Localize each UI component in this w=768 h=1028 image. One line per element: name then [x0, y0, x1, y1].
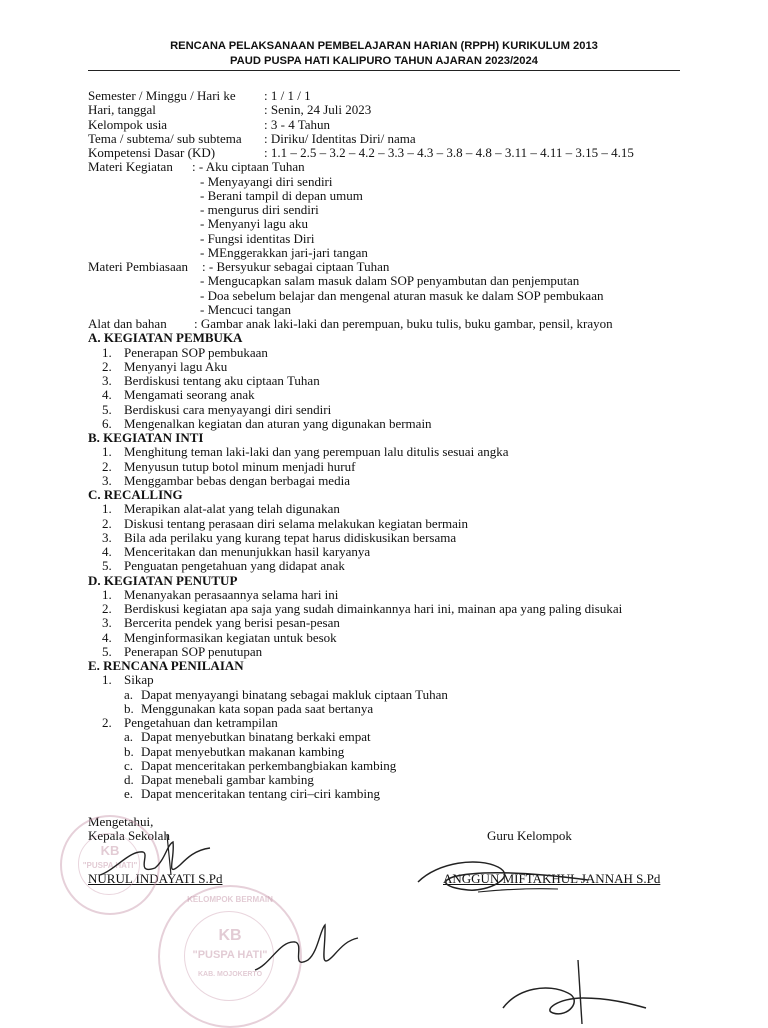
- materi-kegiatan-item: - Berani tampil di depan umum: [200, 187, 363, 203]
- materi-pembiasaan-item: : - Bersyukur sebagai ciptaan Tuhan: [202, 259, 390, 274]
- list-number: 4.: [102, 387, 112, 403]
- stamp-name: "PUSPA HATI": [192, 949, 268, 961]
- list-number: 1.: [102, 501, 112, 517]
- assessment-item: Dapat menyebutkan makanan kambing: [141, 743, 345, 759]
- list-number: 5.: [102, 558, 112, 574]
- list-number: 3.: [102, 529, 112, 545]
- assessment-group: Sikap: [124, 672, 154, 688]
- info-label: Semester / Minggu / Hari ke: [88, 88, 236, 103]
- list-item: Mengenalkan kegiatan dan aturan yang digunakan bermain: [124, 415, 432, 431]
- assessment-item: Dapat menebali gambar kambing: [141, 772, 314, 787]
- materi-kegiatan-item: : - Aku ciptaan Tuhan: [192, 159, 305, 175]
- list-number: 3.: [102, 615, 112, 631]
- list-item: Menanyakan perasaannya selama hari ini: [124, 586, 339, 602]
- list-item: Menghitung teman laki-laki dan yang perempuan lalu ditulis sesuai angka: [124, 444, 509, 460]
- list-item: Berdiskusi kegiatan apa saja yang sudah dimainkannya hari ini, mainan apa yang paling disukai: [124, 601, 623, 616]
- list-letter: a.: [124, 686, 134, 702]
- list-number: 3.: [102, 373, 112, 388]
- stamp-bottom-text: KAB. MOJOKERTO: [197, 971, 263, 978]
- list-item: Penerapan SOP pembukaan: [124, 344, 268, 360]
- signature-kepala: [250, 910, 360, 990]
- materi-pembiasaan-item: - Doa sebelum belajar dan mengenal aturan masuk ke dalam SOP pembukaan: [200, 287, 604, 303]
- kepala-sekolah-title: Kepala Sekolah: [88, 828, 170, 843]
- list-letter: c.: [124, 757, 134, 773]
- stamp-abbr: KB: [218, 927, 242, 944]
- list-item: Bila ada perilaku yang kurang tepat harus didiskusikan bersama: [124, 529, 457, 545]
- signature-kepala: [95, 830, 215, 890]
- info-value: : Diriku/ Identitas Diri/ nama: [264, 130, 416, 146]
- list-number: 6.: [102, 415, 112, 431]
- list-item: Menceritakan dan menunjukkan hasil karyanya: [124, 544, 371, 559]
- list-item: Penerapan SOP penutupan: [124, 643, 263, 659]
- assessment-item: Dapat menceritakan perkembangbiakan kambing: [141, 757, 397, 773]
- list-item: Menyanyi lagu Aku: [124, 358, 228, 374]
- materi-kegiatan-item: - MEnggerakkan jari-jari tangan: [200, 244, 368, 260]
- assessment-item: Dapat menyebutkan binatang berkaki empat: [141, 729, 371, 745]
- info-label: Hari, tanggal: [88, 102, 156, 118]
- info-label: Kompetensi Dasar (KD): [88, 145, 216, 160]
- list-item: Menyusun tutup botol minum menjadi huruf: [124, 458, 356, 474]
- list-item: Bercerita pendek yang berisi pesan-pesan: [124, 615, 340, 631]
- list-number: 1.: [102, 444, 112, 460]
- list-item: Merapikan alat-alat yang telah digunakan: [124, 501, 340, 517]
- materi-pembiasaan-label: Materi Pembiasaan: [88, 259, 188, 274]
- info-label: Tema / subtema/ sub subtema: [88, 130, 242, 146]
- materi-kegiatan-item: - mengurus diri sendiri: [200, 202, 319, 217]
- list-number: 1.: [102, 586, 112, 602]
- materi-kegiatan-item: - Fungsi identitas Diri: [200, 230, 315, 246]
- list-number: 2.: [102, 458, 112, 474]
- stamp-top-text: KELOMPOK BERMAIN: [187, 895, 273, 904]
- section-heading: D. KEGIATAN PENUTUP: [88, 572, 238, 588]
- stamp-abbr: KB: [100, 843, 120, 858]
- list-letter: b.: [124, 743, 134, 759]
- signature-guru: [498, 958, 648, 1028]
- assessment-item: Dapat menyayangi binatang sebagai makluk ciptaan Tuhan: [141, 686, 448, 702]
- doc-title-line2: PAUD PUSPA HATI KALIPURO TAHUN AJARAN 2023/2024: [230, 55, 538, 67]
- materi-kegiatan-label: Materi Kegiatan: [88, 159, 173, 175]
- section-heading: A. KEGIATAN PEMBUKA: [88, 330, 243, 346]
- list-item: Diskusi tentang perasaan diri selama melakukan kegiatan bermain: [124, 515, 469, 531]
- materi-pembiasaan-item: - Mencuci tangan: [200, 301, 291, 317]
- materi-pembiasaan-item: - Mengucapkan salam masuk dalam SOP penyambutan dan penjemputan: [200, 273, 580, 289]
- guru-kelompok-name: ANGGUN MIFTAKHUL JANNAH S.Pd: [443, 871, 661, 886]
- alat-bahan-label: Alat dan bahan: [88, 316, 167, 331]
- header-rule: [88, 70, 680, 71]
- list-letter: d.: [124, 772, 134, 787]
- info-value: : 1.1 – 2.5 – 3.2 – 4.2 – 3.3 – 4.3 – 3.8 – 4.8 – 3.11 – 4.11 – 3.15 – 4.15: [264, 145, 634, 160]
- info-value: : 3 - 4 Tahun: [264, 116, 331, 132]
- signature-guru: [408, 852, 608, 902]
- alat-bahan-value: : Gambar anak laki-laki dan perempuan, buku tulis, buku gambar, pensil, krayon: [194, 316, 613, 331]
- list-number: 5.: [102, 643, 112, 659]
- list-letter: e.: [124, 786, 134, 802]
- mengetahui-text: Mengetahui,: [88, 814, 154, 829]
- list-item: Mengamati seorang anak: [124, 387, 255, 403]
- list-item: Menggambar bebas dengan berbagai media: [124, 472, 350, 488]
- materi-kegiatan-item: - Menyayangi diri sendiri: [200, 173, 333, 189]
- list-letter: b.: [124, 700, 134, 716]
- list-number: 2.: [102, 358, 112, 374]
- info-value: : 1 / 1 / 1: [264, 88, 311, 103]
- list-number: 4.: [102, 629, 112, 645]
- list-number: 1.: [102, 672, 112, 688]
- assessment-item: Menggunakan kata sopan pada saat bertanya: [141, 700, 374, 716]
- list-number: 5.: [102, 401, 112, 417]
- section-heading: C. RECALLING: [88, 487, 183, 502]
- stamp-name: "PUSPA HATI": [82, 861, 138, 870]
- list-item: Berdiskusi cara menyayangi diri sendiri: [124, 401, 332, 417]
- list-number: 1.: [102, 344, 112, 360]
- list-number: 4.: [102, 544, 112, 559]
- list-letter: a.: [124, 729, 134, 745]
- kepala-sekolah-name: NURUL INDAYATI S.Pd: [88, 871, 223, 886]
- info-label: Kelompok usia: [88, 116, 168, 132]
- list-item: Berdiskusi tentang aku ciptaan Tuhan: [124, 373, 320, 388]
- section-heading: E. RENCANA PENILAIAN: [88, 658, 244, 673]
- assessment-group: Pengetahuan dan ketrampilan: [124, 715, 278, 730]
- list-number: 2.: [102, 601, 112, 616]
- assessment-item: Dapat menceritakan tentang ciri–ciri kambing: [141, 786, 380, 802]
- list-item: Menginformasikan kegiatan untuk besok: [124, 629, 337, 645]
- guru-kelompok-title: Guru Kelompok: [487, 828, 572, 843]
- list-number: 3.: [102, 472, 112, 488]
- list-item: Penguatan pengetahuan yang didapat anak: [124, 558, 345, 574]
- list-number: 2.: [102, 515, 112, 531]
- info-value: : Senin, 24 Juli 2023: [264, 102, 372, 118]
- section-heading: B. KEGIATAN INTI: [88, 430, 204, 445]
- list-number: 2.: [102, 715, 112, 730]
- doc-title-line1: RENCANA PELAKSANAAN PEMBELAJARAN HARIAN (RPPH) KURIKULUM 2013: [170, 40, 598, 52]
- materi-kegiatan-item: - Menyanyi lagu aku: [200, 216, 308, 232]
